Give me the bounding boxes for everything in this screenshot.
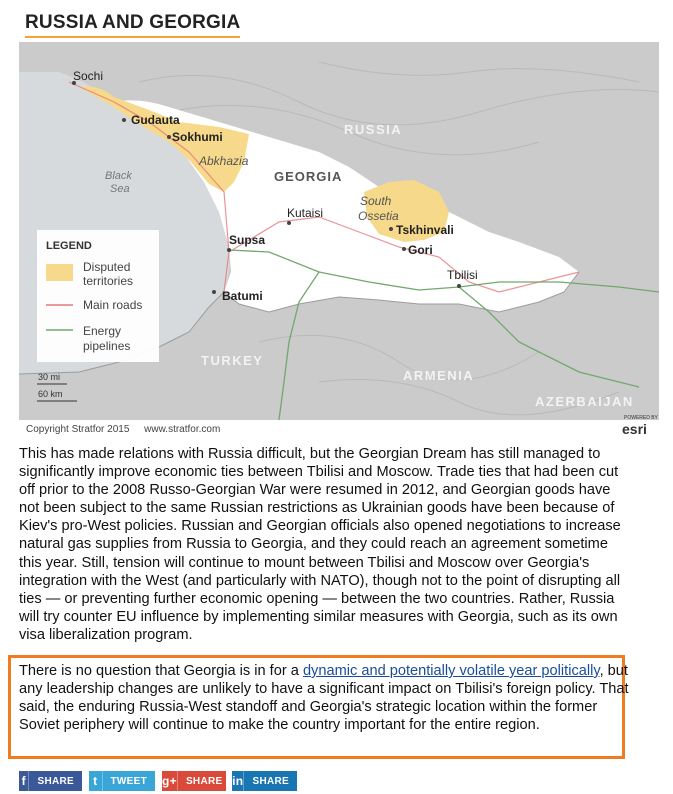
label-gori: Gori bbox=[408, 243, 433, 257]
label-azerbaijan: AZERBAIJAN bbox=[535, 394, 634, 409]
label-tbilisi: Tbilisi bbox=[447, 268, 478, 282]
copyright-text: Copyright Stratfor 2015 bbox=[26, 424, 130, 435]
article-link[interactable]: dynamic and potentially volatile year politically bbox=[302, 663, 600, 679]
page-title: RUSSIA AND GEORGIA bbox=[25, 12, 240, 38]
facebook-icon: f bbox=[19, 771, 29, 791]
map bbox=[19, 42, 659, 420]
googleplus-share-button[interactable]: g+ SHARE bbox=[162, 771, 226, 791]
label-batumi: Batumi bbox=[222, 289, 263, 303]
city-marker-tskhinvali bbox=[389, 227, 393, 231]
city-marker-kutaisi bbox=[287, 221, 291, 225]
label-turkey: TURKEY bbox=[201, 353, 264, 368]
googleplus-icon: g+ bbox=[162, 771, 178, 791]
linkedin-share-button[interactable]: in SHARE bbox=[232, 771, 297, 791]
label-sokhumi: Sokhumi bbox=[172, 130, 223, 144]
article-paragraph: This has made relations with Russia difficult, but the Georgian Dream has still managed to significantly improve economic ties between Tbilisi and Moscow. Trade ties that had been cut off prior to the 2008 Russo-Georgian War were resumed in 2012, and Georgian goods have not been subject to the same Russian restrictions as Ukrainian goods have been because of Kiev's pro-West policies. Russian and Georgian officials also opened negotiations to increase natural gas supplies from Russia to Georgia, and they could reach an agreement sometime this year. Still, tension will continue to mount between Tbilisi and Moscow over Georgia's integration with the West (and particularly with NATO), though not to the point of disrupting all ties — or preventing further economic opening — between the two countries. Rather, Russia will try counter EU influence by implementing similar measures with Georgia, such as its own visa liberalization program. bbox=[19, 446, 621, 643]
label-south-ossetia-2: Ossetia bbox=[358, 209, 399, 223]
highlighted-paragraph: There is no question that Georgia is in for a dynamic and potentially volatile year politically, but any leadership changes are unlikely to have a significant impact on Tbilisi's foreign policy. That said, the enduring Russia-West standoff and Georgia's strategic location within the former Soviet periphery will continue to make the country important for the entire region. bbox=[19, 663, 629, 734]
city-marker-batumi bbox=[212, 290, 216, 294]
legend-disputed-2: territories bbox=[83, 274, 134, 288]
esri-logo: POWERED BY esri bbox=[622, 415, 658, 437]
label-georgia: GEORGIA bbox=[274, 169, 343, 184]
linkedin-icon: in bbox=[232, 771, 244, 791]
legend-disputed-swatch bbox=[46, 264, 73, 281]
twitter-share-button[interactable]: t TWEET bbox=[89, 771, 155, 791]
map-credit bbox=[26, 424, 232, 435]
legend-roads: Main roads bbox=[83, 298, 143, 312]
label-supsa: Supsa bbox=[229, 233, 266, 247]
label-black-sea-2: Sea bbox=[110, 183, 130, 195]
label-sochi: Sochi bbox=[73, 69, 104, 83]
label-tskhinvali: Tskhinvali bbox=[396, 223, 454, 237]
twitter-icon: t bbox=[89, 771, 103, 791]
label-armenia: ARMENIA bbox=[403, 368, 475, 383]
city-marker-sokhumi bbox=[167, 135, 171, 139]
city-marker-tbilisi bbox=[457, 284, 461, 288]
label-russia: RUSSIA bbox=[344, 122, 403, 137]
label-south-ossetia-1: South bbox=[360, 194, 392, 208]
city-marker-gori bbox=[402, 247, 406, 251]
label-gudauta: Gudauta bbox=[131, 113, 180, 127]
scale-mi: 30 mi bbox=[38, 372, 61, 382]
city-marker-supsa bbox=[227, 248, 231, 252]
facebook-share-button[interactable]: f SHARE bbox=[19, 771, 82, 791]
legend-pipelines-1: Energy bbox=[83, 324, 122, 338]
site-text: www.stratfor.com bbox=[144, 424, 221, 435]
label-black-sea-1: Black bbox=[105, 170, 132, 182]
city-marker-gudauta bbox=[122, 118, 126, 122]
label-kutaisi: Kutaisi bbox=[287, 206, 324, 220]
scale-km: 60 km bbox=[38, 389, 63, 399]
legend bbox=[37, 230, 159, 362]
label-abkhazia: Abkhazia bbox=[199, 154, 249, 168]
legend-disputed-1: Disputed bbox=[83, 260, 131, 274]
legend-title: LEGEND bbox=[46, 240, 92, 252]
powered-by-text: POWERED BY bbox=[624, 415, 658, 421]
legend-pipelines-2: pipelines bbox=[83, 339, 131, 353]
